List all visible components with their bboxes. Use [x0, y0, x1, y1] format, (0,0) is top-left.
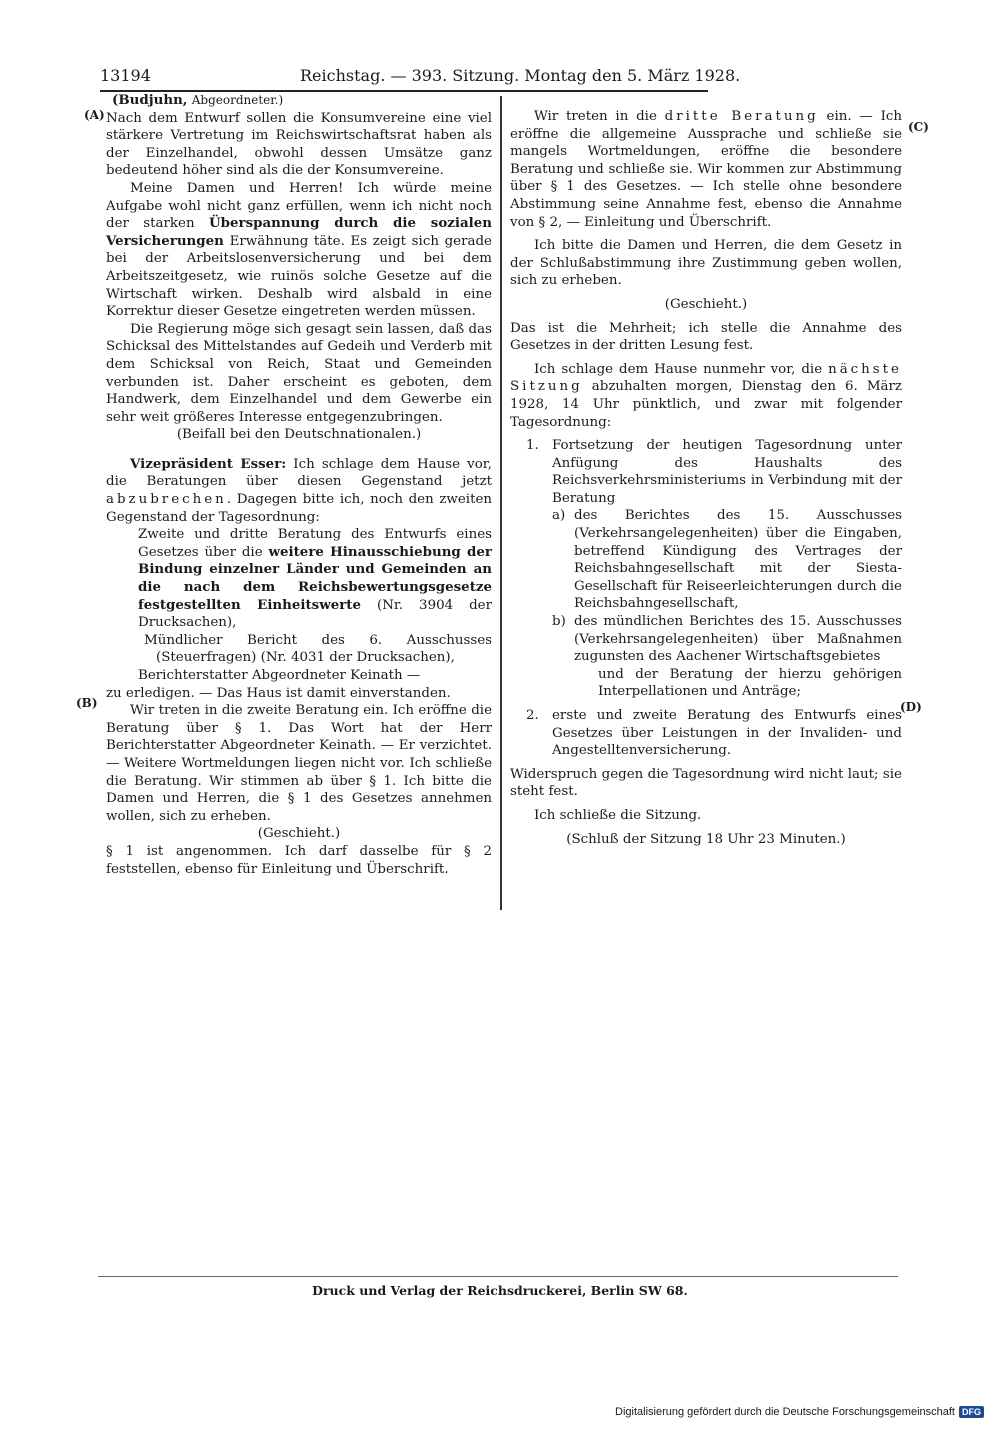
margin-mark-b: (B): [76, 696, 98, 710]
left-column: [106, 92, 492, 878]
agenda-sub-item: [536, 507, 902, 613]
speaker-name: (Budjuhn,: [112, 92, 188, 108]
margin-mark-c: (C): [908, 120, 929, 134]
paragraph: Die Regierung möge sich gesagt sein lassen, daß das Schicksal des Mittelstandes auf Gedeih und Verderb mit dem Schicksal von Reich, Staat und Gemeinden verbunden ist. Daher erscheint es geboten, dem Handwerk, dem Einzelhandel und dem Gewerbe ein sehr weit größeres Interesse entgegenzubringen.: [106, 321, 492, 425]
text-run: Meine Damen und Herren! Ich würde meine Aufgabe wohl nicht ganz erfüllen, wenn ich nicht noch der starken: [106, 180, 492, 232]
paragraph: [106, 456, 492, 526]
applause-note: (Beifall bei den Deutschnationalen.): [176, 427, 422, 443]
text-run: abzuhalten morgen, Dienstag den 6. März 1928, 14 Uhr pünktlich, und zwar mit folgender Tagesordnung:: [510, 379, 902, 430]
emphasis-spaced: abzubrechen: [106, 492, 227, 508]
action-note: (Geschieht.): [257, 826, 341, 842]
paragraph: Wir treten in die zweite Beratung ein. Ich eröffne die Beratung über § 1. Das Wort hat der Herr Berichterstatter Abgeordneter Keinath. — Er verzichtet. — Weitere Wortmeldungen liegen nicht vor. Ich schließe die Beratung. Wir stimmen ab über § 1. Ich bitte die Damen und Herren, die § 1 des Gesetzes annehmen wollen, sich zu erheben.: [106, 703, 492, 824]
spacer: [106, 444, 492, 456]
paragraph: [510, 108, 902, 231]
text-run: Wir treten in die: [534, 109, 665, 124]
text-run: Ich schlage dem Hause vor, die Beratungen über diesen Gegenstand jetzt: [106, 456, 492, 490]
right-column: [510, 108, 902, 848]
paragraph: Das ist die Mehrheit; ich stelle die Annahme des Gesetzes in der dritten Lesung fest.: [510, 320, 902, 354]
list-text: Fortsetzung der heutigen Tagesordnung unter Anfügung des Haushalts des Reichsverkehrsministeriums in Verbindung mit der Beratung: [552, 438, 902, 506]
paragraph: § 1 ist angenommen. Ich darf dasselbe für § 2 feststellen, ebenso für Einleitung und Überschrift.: [106, 843, 492, 877]
emphasis-spaced: dritte Beratung: [664, 109, 819, 124]
text-run: ein. — Ich eröffne die allgemeine Aussprache und schließe sie mangels Wortmeldungen, eröffne die besondere Beratung und schließe sie. Wir kommen zur Abstimmung über § 1 des Gesetzes. — Ich stelle ohne besondere Abstimmung seine Annahme fest, ebenso die Annahme von § 2, — Einleitung und Überschrift.: [510, 109, 902, 230]
sub-letter: a): [552, 508, 566, 524]
text-run: Ich schlage dem Hause nunmehr vor, die: [534, 361, 829, 377]
agenda-continuation: und der Beratung der hierzu gehörigen Interpellationen und Anträge;: [598, 666, 902, 700]
action-note: (Geschieht.): [664, 296, 748, 312]
text-run: Erwähnung täte. Es zeigt sich gerade bei der Arbeitslosenversicherung und bei dem Arbeitszeitgesetz, wie ruinös solche Gesetze auf die Wirtschaft wirken. Deshalb wird alsbald in eine Korrektur dieser Gesetze eingetreten werden müssen.: [106, 233, 492, 320]
text-run: . Dagegen bitte ich, noch den zweiten Gegenstand der Tagesordnung:: [106, 492, 492, 525]
text-run: (Nr. 3904 der Drucksachen),: [138, 597, 492, 631]
header-title: Reichstag. — 393. Sitzung. Montag den 5. März 1928.: [300, 66, 741, 85]
agenda-report: Mündlicher Bericht des 6. Ausschusses (Steuerfragen) (Nr. 4031 der Drucksachen),: [144, 632, 492, 666]
page-number: 13194: [100, 66, 151, 85]
paragraph: [510, 361, 902, 431]
agenda-list-item: [510, 437, 902, 507]
speaker-name: Vizepräsident Esser:: [130, 455, 287, 472]
imprint: Druck und Verlag der Reichsdruckerei, Berlin SW 68.: [312, 1283, 688, 1298]
speaker-attribution: [106, 92, 492, 110]
emphasis-spaced: nächste Sitzung: [510, 361, 902, 395]
agenda-sub-item: [536, 613, 902, 666]
agenda-list-item: [510, 707, 902, 760]
emphasis-bold: Überspannung durch die sozialen Versicherungen: [106, 215, 492, 249]
paragraph: Nach dem Entwurf sollen die Konsumvereine eine viel stärkere Vertretung im Reichswirtschaftsrat haben als der Einzelhandel, obwohl dessen Umsätze ganz bedeutend höher sind als die der Konsumvereine.: [106, 110, 492, 179]
list-number: 2.: [526, 708, 539, 723]
margin-mark-a: (A): [84, 108, 105, 122]
margin-mark-d: (D): [900, 700, 922, 714]
agenda-reporter: Berichterstatter Abgeordneter Keinath —: [138, 668, 421, 683]
running-header: [100, 64, 741, 88]
column-divider: [500, 96, 502, 910]
list-text: erste und zweite Beratung des Entwurfs eines Gesetzes über Leistungen in der Invaliden- und Angestelltenversicherung.: [552, 708, 902, 759]
text-run: Zweite und dritte Beratung des Entwurfs eines Gesetzes über die: [138, 527, 492, 560]
agenda-item: [106, 526, 492, 632]
dfg-logo-icon: DFG: [959, 1406, 984, 1418]
emphasis-bold: weitere Hinausschiebung der Bindung einzelner Länder und Gemeinden an die nach dem Reichsbewertungsgesetze festgestellten Einheitswerte: [138, 543, 492, 613]
footer-rule: [98, 1276, 898, 1277]
paragraph: Widerspruch gegen die Tagesordnung wird nicht laut; sie steht fest.: [510, 766, 902, 800]
sub-text: des Berichtes des 15. Ausschusses (Verkehrsangelegenheiten) über die Eingaben, betreffend Kündigung des Vertrages der Reichsbahngesellschaft mit der Siesta-Gesellschaft für Reiseerleichterungen durch die Reichsbahngesellschaft,: [574, 508, 902, 612]
sub-text: des mündlichen Berichtes des 15. Ausschusses (Verkehrsangelegenheiten) über Maßnahmen zugunsten des Aachener Wirtschaftsgebietes: [574, 614, 902, 665]
paragraph: Ich schließe die Sitzung.: [534, 807, 702, 823]
sub-letter: b): [552, 614, 566, 630]
funding-note: [615, 1406, 984, 1418]
paragraph: Ich bitte die Damen und Herren, die dem Gesetz in der Schlußabstimmung ihre Zustimmung geben wollen, sich zu erheben.: [510, 238, 902, 289]
session-end-note: (Schluß der Sitzung 18 Uhr 23 Minuten.): [566, 831, 846, 847]
funding-text: Digitalisierung gefördert durch die Deutsche Forschungsgemeinschaft: [615, 1406, 955, 1418]
speaker-role: Abgeordneter.): [191, 93, 284, 107]
paragraph: zu erledigen. — Das Haus ist damit einverstanden.: [106, 685, 451, 701]
paragraph: [106, 180, 492, 321]
list-number: 1.: [526, 438, 539, 454]
